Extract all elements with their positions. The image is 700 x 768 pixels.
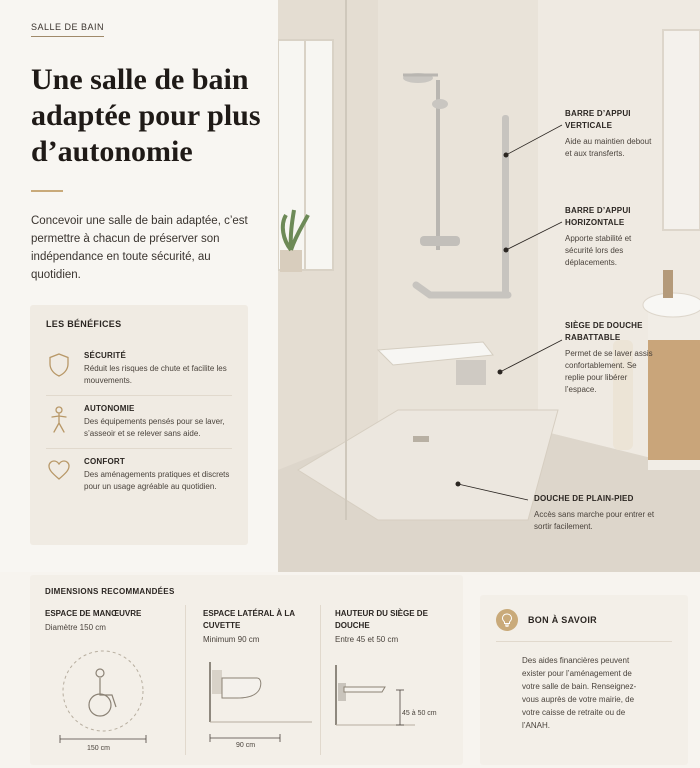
callout-desc: Accès sans marche pour entrer et sortir facilement. <box>534 510 655 531</box>
bathroom-scene <box>278 0 700 572</box>
dimension-value: Diamètre 150 cm <box>45 623 106 632</box>
dimension-title: ESPACE LATÉRAL À LA CUVETTE <box>203 609 295 630</box>
dimension-item <box>45 608 175 632</box>
benefit-item <box>46 449 232 501</box>
benefit-desc: Des aménagements pratiques et discrets pour un usage agréable au quotidien. <box>84 470 230 491</box>
callout-title: SIÈGE DE DOUCHE RABATTABLE <box>565 321 643 342</box>
bathroom-illustration <box>278 0 700 572</box>
benefit-title: CONFORT <box>84 457 125 466</box>
dimensions-heading: DIMENSIONS RECOMMANDÉES <box>45 587 175 596</box>
divider <box>320 605 321 755</box>
callout-walk-in-shower <box>534 493 659 533</box>
heart-icon <box>46 457 72 493</box>
benefits-panel <box>30 305 248 545</box>
callout-desc: Aide au maintien debout et aux transferts. <box>565 137 652 158</box>
callout-vertical-bar <box>565 108 655 160</box>
shield-icon <box>46 351 72 387</box>
benefit-item <box>46 396 232 449</box>
dimension-item <box>203 608 313 644</box>
dimension-item <box>335 608 450 644</box>
callout-desc: Permet de se laver assis confortablement. Se replie pour libérer l’espace. <box>565 349 653 394</box>
divider <box>185 605 186 755</box>
dimension-title: ESPACE DE MANŒUVRE <box>45 609 142 618</box>
title-divider <box>31 190 63 192</box>
toilet-icon <box>202 660 322 755</box>
callout-title: BARRE D’APPUI HORIZONTALE <box>565 206 631 227</box>
dimension-title: HAUTEUR DU SIÈGE DE DOUCHE <box>335 609 428 630</box>
benefit-desc: Réduit les risques de chute et facilite les mouvements. <box>84 364 227 385</box>
page-title: Une salle de bain adaptée pour plus d’autonomie <box>31 63 261 168</box>
benefit-desc: Des équipements pensés pour se laver, s’asseoir et se relever sans aide. <box>84 417 225 438</box>
dimension-measure: 150 cm <box>87 745 110 752</box>
dimensions-panel <box>30 575 463 765</box>
lightbulb-icon <box>496 609 518 631</box>
intro-text: Concevoir une salle de bain adaptée, c’est permettre à chacun de préserver son indépendance en toute sécurité, au quotidien. <box>31 215 248 281</box>
callout-title: DOUCHE DE PLAIN-PIED <box>534 494 634 503</box>
tip-title: BON À SAVOIR <box>528 615 597 625</box>
callout-title: BARRE D’APPUI VERTICALE <box>565 109 631 130</box>
left-column <box>0 0 278 572</box>
callout-shower-seat <box>565 320 657 396</box>
section-kicker: SALLE DE BAIN <box>31 22 104 37</box>
benefit-title: AUTONOMIE <box>84 404 135 413</box>
dimension-measure: 90 cm <box>236 742 256 749</box>
benefit-title: SÉCURITÉ <box>84 351 127 360</box>
tip-body: Des aides financières peuvent exister pour l’aménagement de votre salle de bain. Renseignez-vous auprès de votre mairie, de votre caisse de retraite ou de l’ANAH. <box>522 656 637 730</box>
benefit-item <box>46 343 232 396</box>
callout-desc: Apporte stabilité et sécurité lors des déplacements. <box>565 234 632 267</box>
wheelchair-icon <box>48 643 168 755</box>
benefits-heading: LES BÉNÉFICES <box>46 319 122 329</box>
dimension-value: Minimum 90 cm <box>203 635 260 644</box>
person-icon <box>46 404 72 440</box>
dimension-measure: 45 à 50 cm <box>402 710 437 717</box>
tip-card <box>480 595 688 765</box>
dimension-value: Entre 45 et 50 cm <box>335 635 399 644</box>
callout-horizontal-bar <box>565 205 645 269</box>
